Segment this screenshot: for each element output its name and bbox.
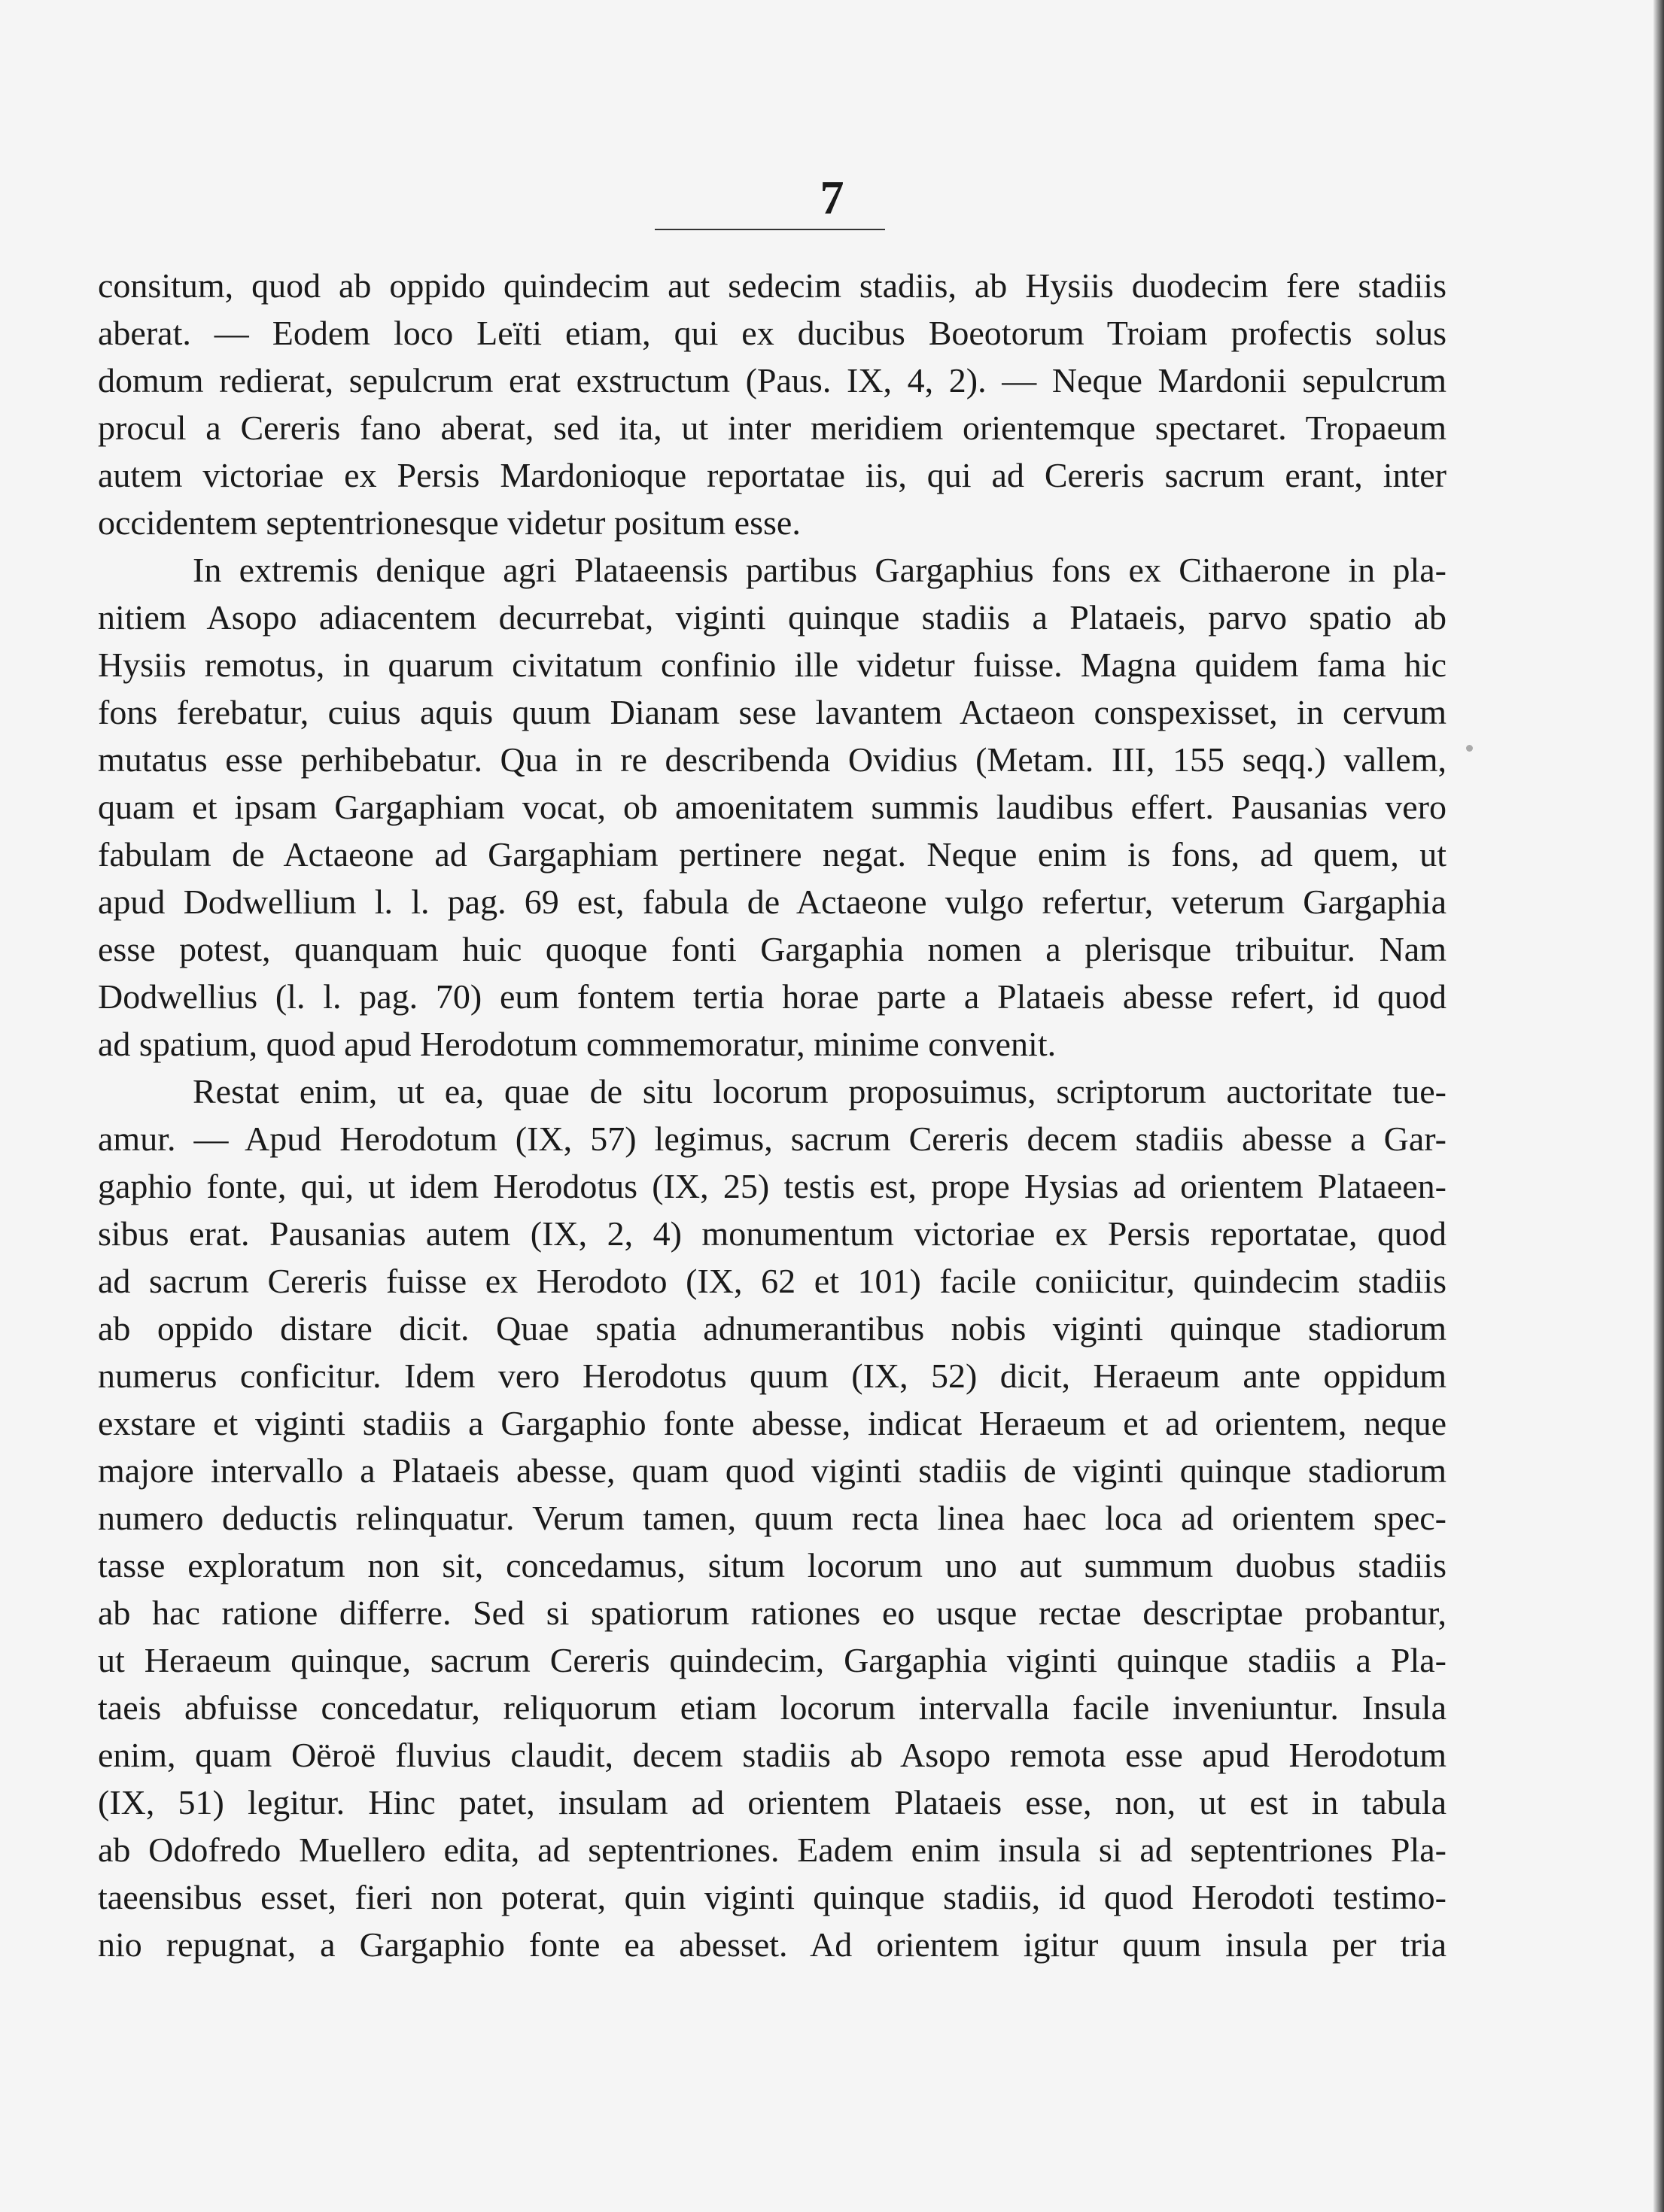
text-line: quam et ipsam Gargaphiam vocat, ob amoenitatem summis laudibus effert. Pausanias vero xyxy=(98,788,1446,826)
paragraph-2 xyxy=(98,546,1446,1068)
text-line: ab hac ratione differre. Sed si spatiorum rationes eo usque rectae descriptae probantur, xyxy=(98,1594,1446,1632)
text-line: autem victoriae ex Persis Mardonioque reportatae iis, qui ad Cereris sacrum erant, inter xyxy=(98,456,1446,494)
text-line: Hysiis remotus, in quarum civitatum confinio ille videtur fuisse. Magna quidem fama hic xyxy=(98,646,1446,684)
text-line: Restat enim, ut ea, quae de situ locorum proposuimus, scriptorum auctoritate tue- xyxy=(193,1072,1446,1111)
text-line: majore intervallo a Plataeis abesse, quam quod viginti stadiis de viginti quinque stadiorum xyxy=(98,1451,1446,1490)
page-edge-shadow xyxy=(1653,0,1664,2212)
text-line: numerus conficitur. Idem vero Herodotus quum (IX, 52) dicit, Heraeum ante oppidum xyxy=(98,1357,1446,1395)
margin-dot xyxy=(1466,745,1473,752)
text-line: taeis abfuisse concedatur, reliquorum etiam locorum intervalla facile inveniuntur. Insula xyxy=(98,1688,1446,1727)
text-line: gaphio fonte, qui, ut idem Herodotus (IX, 25) testis est, prope Hysias ad orientem Plataeen- xyxy=(98,1167,1446,1205)
text-line: nio repugnat, a Gargaphio fonte ea abesset. Ad orientem igitur quum insula per tria xyxy=(98,1925,1446,1964)
text-line: nitiem Asopo adiacentem decurrebat, viginti quinque stadiis a Plataeis, parvo spatio ab xyxy=(98,598,1446,637)
text-line: ut Heraeum quinque, sacrum Cereris quindecim, Gargaphia viginti quinque stadiis a Pla- xyxy=(98,1641,1446,1679)
paragraph-3 xyxy=(98,1068,1446,1968)
text-line: esse potest, quanquam huic quoque fonti Gargaphia nomen a plerisque tribuitur. Nam xyxy=(98,930,1446,968)
text-line: enim, quam Oëroë fluvius claudit, decem stadiis ab Asopo remota esse apud Herodotum xyxy=(98,1736,1446,1774)
text-line: domum redierat, sepulcrum erat exstructum (Paus. IX, 4, 2). — Neque Mardonii sepulcrum xyxy=(98,361,1446,400)
text-line: occidentem septentrionesque videtur positum esse. xyxy=(98,503,801,542)
text-line: procul a Cereris fano aberat, sed ita, ut inter meridiem orientemque spectaret. Tropaeum xyxy=(98,409,1446,447)
text-line: Dodwellius (l. l. pag. 70) eum fontem tertia horae parte a Plataeis abesse refert, id quod xyxy=(98,977,1446,1016)
text-line: (IX, 51) legitur. Hinc patet, insulam ad orientem Plataeis esse, non, ut est in tabula xyxy=(98,1783,1446,1822)
text-line: ab oppido distare dicit. Quae spatia adnumerantibus nobis viginti quinque stadiorum xyxy=(98,1309,1446,1348)
text-line: apud Dodwellium l. l. pag. 69 est, fabula de Actaeone vulgo refertur, veterum Gargaphia xyxy=(98,883,1446,921)
paragraph-1 xyxy=(98,262,1446,546)
text-line: fons ferebatur, cuius aquis quum Dianam sese lavantem Actaeon conspexisset, in cervum xyxy=(98,693,1446,731)
text-line: ad sacrum Cereris fuisse ex Herodoto (IX, 62 et 101) facile coniicitur, quindecim stadiis xyxy=(98,1262,1446,1300)
text-line: ad spatium, quod apud Herodotum commemoratur, minime convenit. xyxy=(98,1025,1057,1063)
text-line: consitum, quod ab oppido quindecim aut sedecim stadiis, ab Hysiis duodecim fere stadiis xyxy=(98,266,1446,305)
text-line: numero deductis relinquatur. Verum tamen, quum recta linea haec loca ad orientem spec- xyxy=(98,1499,1446,1537)
text-line: ab Odofredo Muellero edita, ad septentriones. Eadem enim insula si ad septentriones Pla- xyxy=(98,1831,1446,1869)
header-rule xyxy=(655,229,885,230)
text-line: In extremis denique agri Plataeensis partibus Gargaphius fons ex Cithaerone in pla- xyxy=(193,551,1446,589)
text-line: sibus erat. Pausanias autem (IX, 2, 4) monumentum victoriae ex Persis reportatae, quod xyxy=(98,1214,1446,1253)
body-text xyxy=(98,262,1446,1968)
text-line: fabulam de Actaeone ad Gargaphiam pertinere negat. Neque enim is fons, ad quem, ut xyxy=(98,835,1446,874)
text-line: taeensibus esset, fieri non poterat, quin viginti quinque stadiis, id quod Herodoti testimo- xyxy=(98,1878,1446,1916)
text-line: amur. — Apud Herodotum (IX, 57) legimus, sacrum Cereris decem stadiis abesse a Gar- xyxy=(98,1120,1446,1158)
page-number: 7 xyxy=(820,171,844,224)
text-line: aberat. — Eodem loco Leïti etiam, qui ex ducibus Boeotorum Troiam profectis solus xyxy=(98,314,1446,352)
text-line: mutatus esse perhibebatur. Qua in re describenda Ovidius (Metam. III, 155 seqq.) vallem, xyxy=(98,740,1446,779)
text-line: exstare et viginti stadiis a Gargaphio fonte abesse, indicat Heraeum et ad orientem, neque xyxy=(98,1404,1446,1442)
text-line: tasse exploratum non sit, concedamus, situm locorum uno aut summum duobus stadiis xyxy=(98,1546,1446,1585)
